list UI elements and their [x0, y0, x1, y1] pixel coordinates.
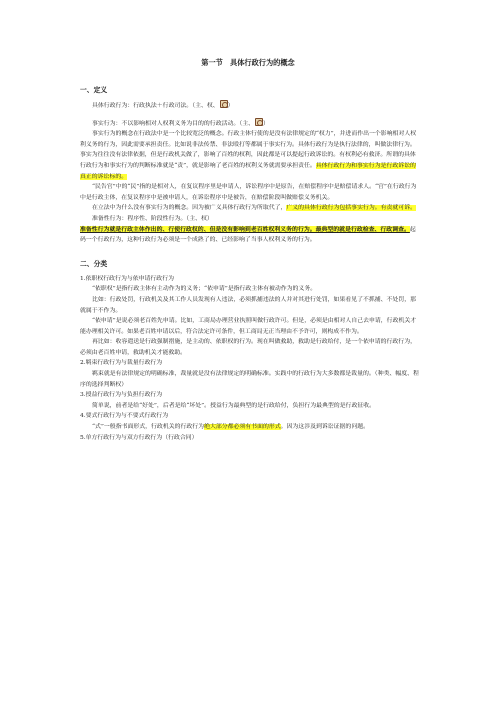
- fact-act-paragraph: [80, 118, 420, 130]
- highlighted-text: 绝大部分都必须有书面的形式: [204, 424, 281, 431]
- fact-act-end: ）: [263, 120, 269, 127]
- paragraph-text: 在立法中为什么没有事实行为的概念。因为被广义具体行政行为所取代了，: [92, 205, 287, 212]
- annotation-icon[interactable]: [220, 100, 228, 108]
- list-item-heading: 4.要式行政行为与不要式行政行为: [80, 413, 169, 420]
- list-item-heading: 3.授益行政行为与负担行政行为: [80, 392, 163, 399]
- definition-paragraph: [80, 100, 420, 112]
- paragraph-text: 事实行为的概念在行政法中是一个比较宽泛的概念。行政主体行使的是没有法律规定的“权力”，并进而作出一个影响相对人权利义务的行为，因此需要承担责任。比如说非法传禁、非法殴打等都属于事实行为。具体行政行为是执行法律的，叫做法律行为。事实为往往没有法律依据，但是行政机关做了，影响了百姓的权利，因此都是可以提起行政诉讼的。有权利必有救济。所谓的具体行政行为和事实行为的判断标准就是“责”，就是影响了老百姓的权利义务就需要承担责任。: [80, 131, 417, 169]
- highlighted-text: 具体行政行为和事实行为是行政诉讼的真正的诉讼标的。: [80, 162, 416, 180]
- page-title: 第一节 具体行政行为的概念: [201, 58, 295, 67]
- list-item-text: 简单说，前者是给“好处”，后者是给“坏处”。授益行为最典型的是行政给付，负担行为最典型的是行政征收。: [92, 402, 376, 409]
- highlighted-text: 广义的具体行政行为包括事实行为。有责就可诉。: [286, 205, 416, 212]
- paragraph-citizen-official: “民告官”中的“民”指的是相对人，在复议程序里是申请人，诉讼程序中是原告，在赔偿程序中是赔偿请求人。“官”在行政行为中是行政主体，在复议程序中是被申请人，在诉讼程序中是被告，在赔偿阶段叫做赔偿义务机关。: [80, 184, 417, 201]
- fact-act-text: 事实行为：不以影响相对人权利义务为目的的行政活动。（主、: [92, 120, 254, 127]
- paragraph-text: “式”一般指书面形式，行政机关的行政行为: [92, 424, 205, 431]
- list-item-text: 羁束就是有法律规定的明确标准，裁量就是没有法律规定的明确标准。实践中的行政行为大多数都是裁量的。（种类、幅度、程序的选择判断权）: [80, 371, 419, 388]
- section-heading-classification: 二、分类: [80, 259, 108, 268]
- list-item-text: [80, 422, 420, 433]
- list-item-text: “依申请”是说必须老百姓先申请。比如，工商局办理营业执照叫做行政许可。但是，必须是由相对人自己去申请，行政机关才能办理相关许可。如果老百姓申请以后，符合法定许可条件，但工商局无正当理由不予许可，则构成不作为。: [80, 318, 417, 335]
- list-item-text: “依职权”是指行政主体有主动作为的义务；“依申请”是指行政主体有被动作为的义务。: [92, 286, 317, 293]
- bold-underlined-text: 准备性行为就是行政主体作出的、行使行政权的、但是没有影响到老百姓权利义务的行为。最典型的就是行政检查、行政调查。: [80, 225, 410, 233]
- definition-text: 具体行政行为：行政执法＋行政司法。（主、权、: [92, 103, 219, 109]
- list-item-text: 再比如：收容遣送是行政强制措施，是主动的、依职权的行为。现在叫做救助，救助是行政给付，是一个依申请的行政行为，必须由老百姓申请，救助机关才能救助。: [80, 339, 416, 356]
- section-heading-definition: 一、定义: [80, 86, 108, 94]
- paragraph-fact-act-concept: [80, 129, 420, 182]
- paragraph-preparatory-act: 准备性行为：程序性、阶段性行为。（主、权）: [92, 215, 213, 222]
- definition-end: ）: [227, 103, 234, 109]
- list-item-heading: 1.依职权行政行为与依申请行政行为: [80, 275, 174, 282]
- paragraph-text: 起码一个行政行为，这种行政行为必须是一个成熟了的、已经影响了当事人权利义务的行为。: [80, 226, 416, 244]
- paragraph-text: 。因为这涉及到诉讼证据的问题。: [280, 424, 369, 431]
- paragraph-legislation: [80, 203, 420, 214]
- list-item-heading: 2.羁束行政行为与裁量行政行为: [80, 360, 163, 367]
- list-item-heading: 5.单方行政行为与双方行政行为（行政合同）: [80, 434, 198, 441]
- document-body: [80, 84, 420, 443]
- list-item-text: 比如：行政处罚，行政机关及其工作人员发现有人违法，必须抓捕违法的人并对其进行处罚，如果看见了不抓捕、不处罚，那就属于不作为。: [80, 296, 416, 314]
- annotation-icon[interactable]: [255, 118, 263, 126]
- paragraph-preparatory-explanation: [80, 225, 420, 246]
